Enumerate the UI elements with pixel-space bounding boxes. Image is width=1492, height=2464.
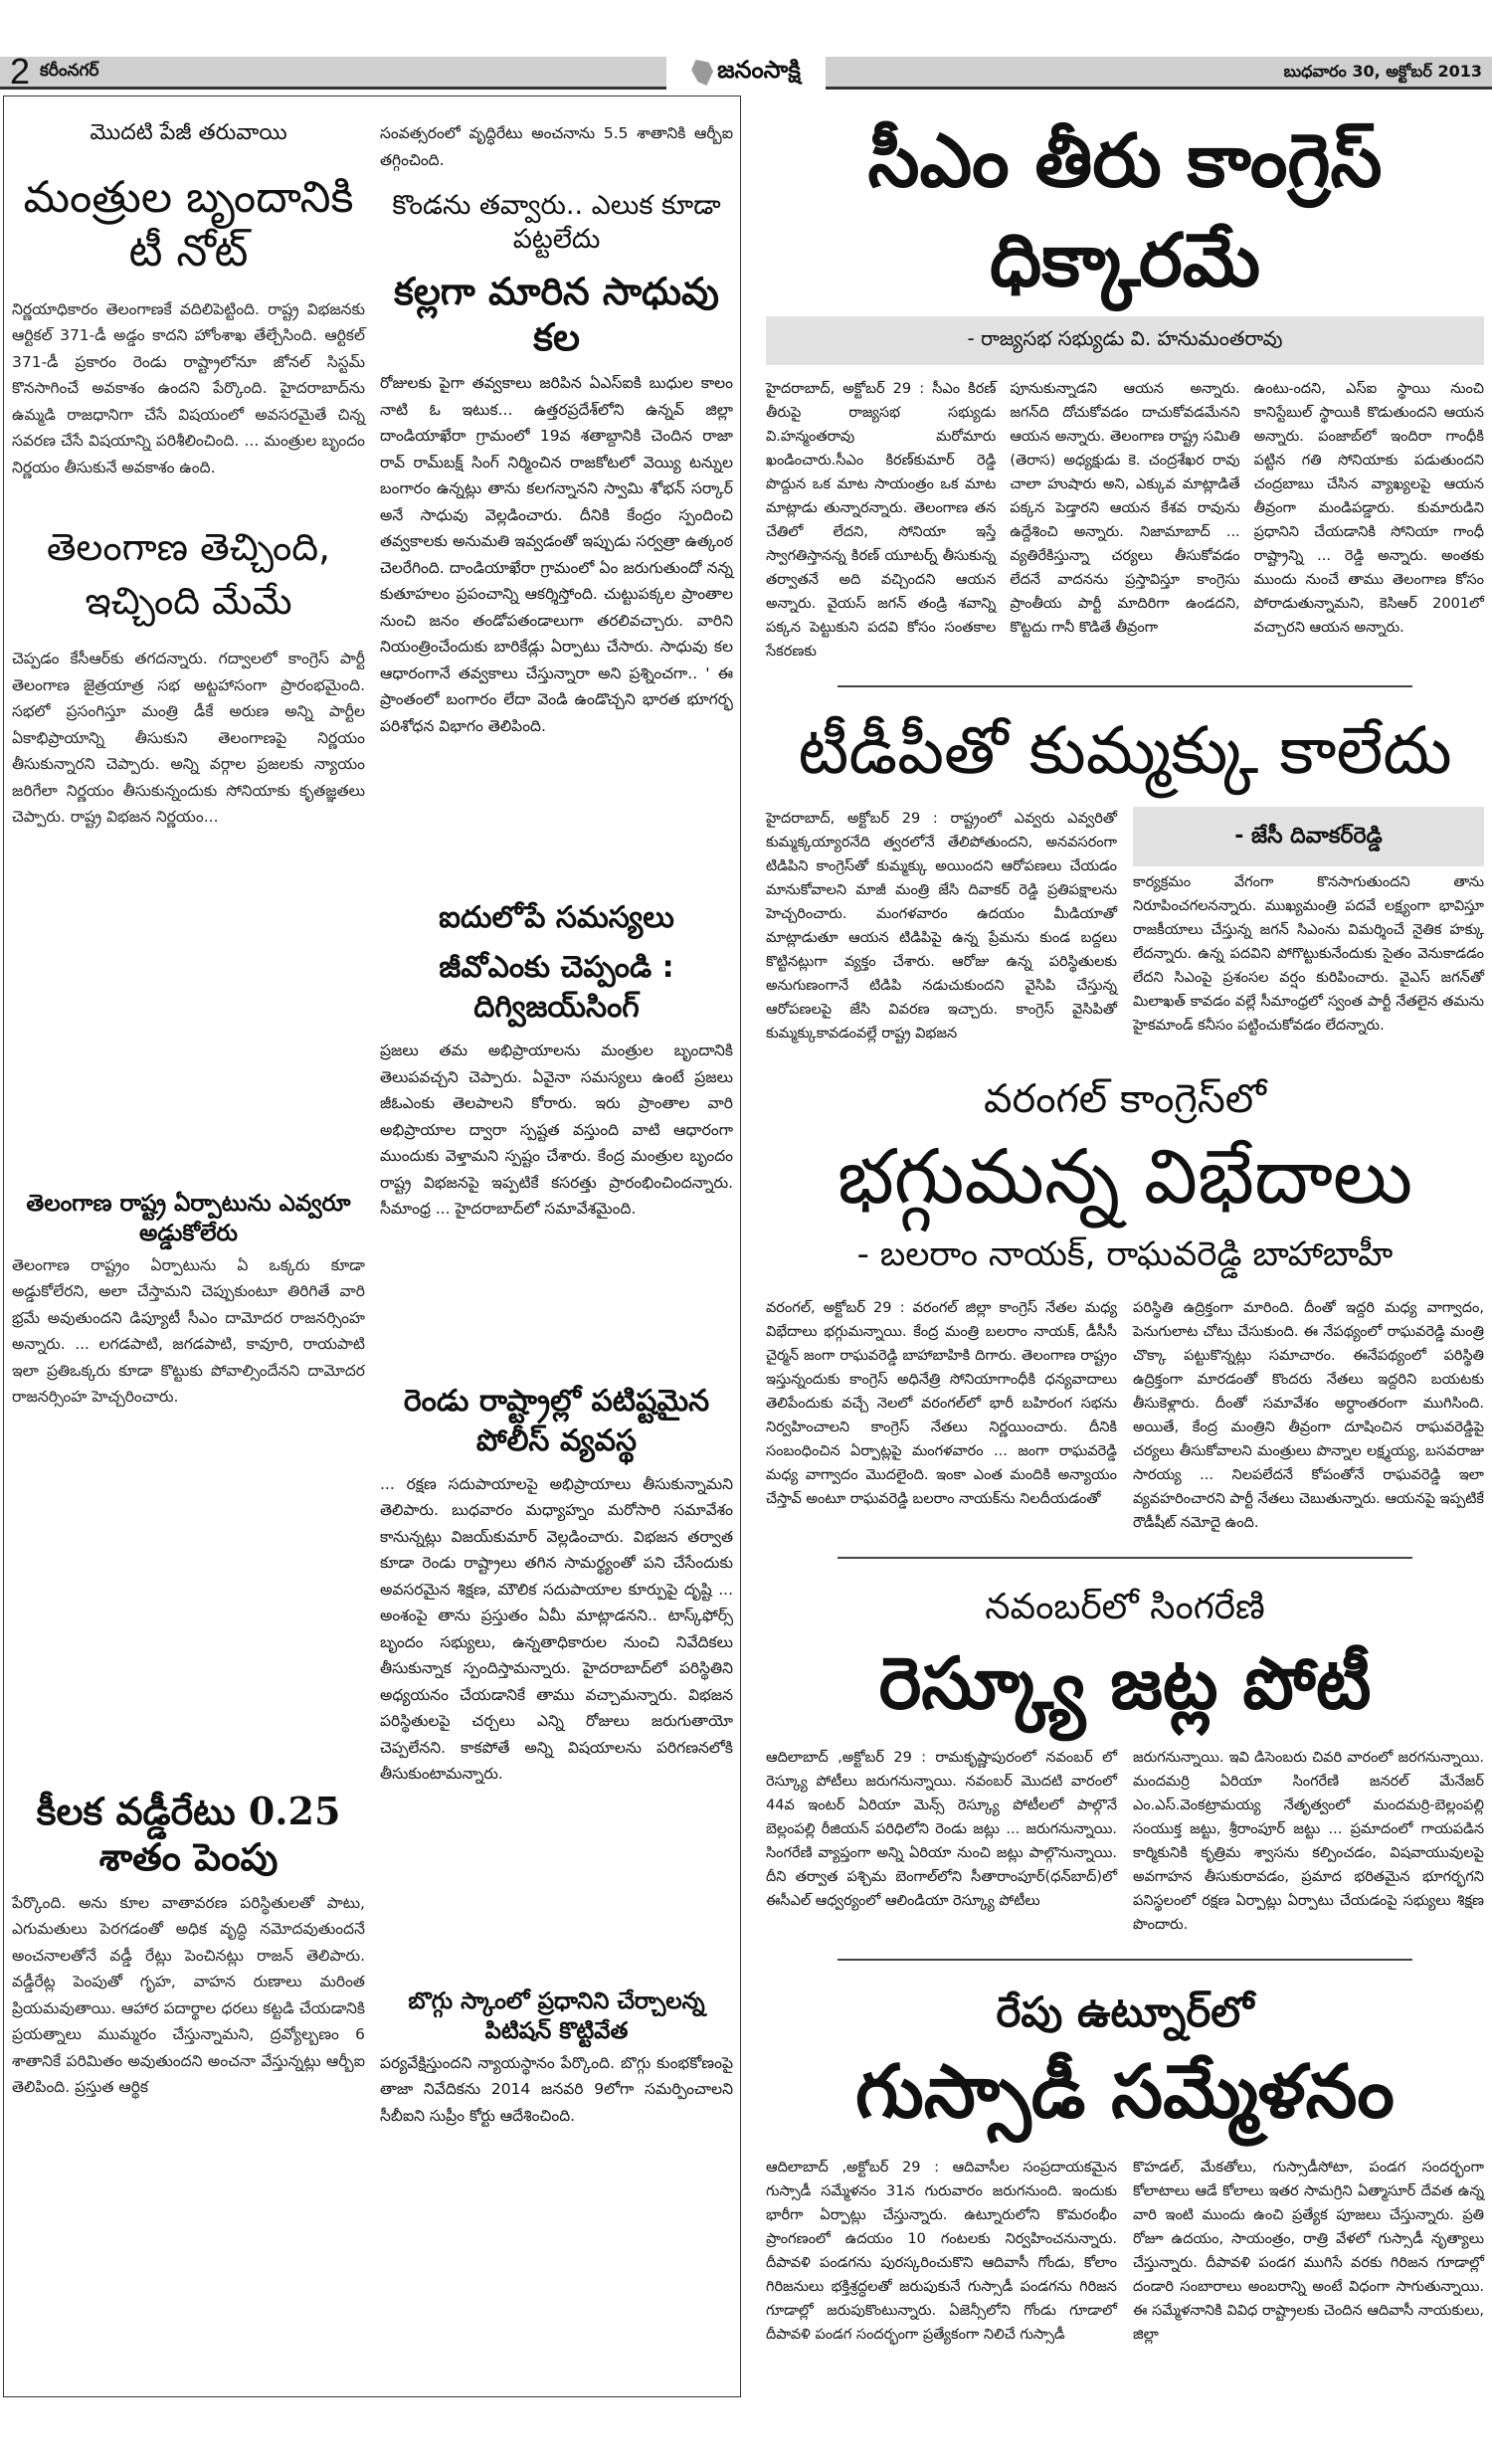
story-subheadline: తెలంగాణ రాష్ట్ర ఏర్పాటును ఎవ్వరూ అడ్డుకోలేరు <box>26 1190 351 1246</box>
story-body: సంవత్సరంలో వృద్ధిరేటు అంచనాను 5.5 శాతానికి ఆర్బీఐ తగ్గించింది. <box>380 124 733 169</box>
story-body: పరిస్థితి ఉద్రిక్తంగా మారింది. దీంతో ఇద్దరి మధ్య వాగ్వాదం, పెనుగులాట చోటు చేసుకుంది. ఈ నేపథ్యంలో రాఘవరెడ్డి మంత్రి చొక్కా పట్టుకొన్నట్లు సమాచారం. ఈనేపథ్యంలో పరిస్థితి ఉద్రిక్తంగా మారడంతో కొందరు నేతలు ఇద్దరిని బయటకు తీసుకెళ్లారు. దీంతో సమావేశం అర్ధాంతరంగా ముగిసింది. అయితే, కేంద్ర మంత్రిని తీవ్రంగా దూషించిన రాఘవరెడ్డిపై చర్యలు తీసుకోవాలని మంత్రులు పొన్నాల లక్ష్మయ్య, బసవరాజు సారయ్య ... నిలపలేదనే కోపంతోనే రాఘవరెడ్డి ఇలా వ్యవహరించారని పార్టీ నేతలు చెబుతున్నారు. ఆయనపై ఇప్పటికే రౌడీషీట్ నమోదై ఉంది. <box>1133 1300 1484 1531</box>
story-body: తెలంగాణ రాష్ట్రం ఏర్పాటును ఏ ఒక్కరు కూడా అడ్డుకోలేరని, అలా చేస్తామని చెప్పుకుంటూ తిరిగితే వారి భ్రమే అవుతుందని డిప్యూటీ సీఎం దామోదర రాజనర్సింహ అన్నారు. ... లగడపాటి, జగడపాటి, కావూరి, రాయపాటి ఇలా ప్రతిఒక్కరు కూడా కొట్టుకు పోవాల్సిందేనని దామోదర రాజనర్సింహ హెచ్చరించారు. <box>12 1255 365 1406</box>
story-headline: బొగ్గు స్కాంలో ప్రధానిని చేర్చాలన్న పిటిషన్ కొట్టివేత <box>408 1988 705 2044</box>
story-body: హైదరాబాద్, అక్టోబర్ 29 : రాష్ట్రంలో ఎవ్వరు ఎవ్వరితో కుమ్మక్కయ్యారనేది త్వరలోనే తేలిపోతుందని, అనవసరంగా టిడిపిని కాంగ్రెస్‌తో కుమ్మక్కు అయిందని ఆరోపణలు చేయడం మానుకోవాలని మాజీ మంత్రి జేసి దివాకర్ రెడ్డి ప్రతిపక్షాలను హెచ్చరించారు. మంగళవారం ఉదయం మీడియాతో మాట్లాడుతూ ఆయన టిడిపిపై ఉన్న ప్రేమను కుండ బద్దలు కొట్టినట్లుగా వ్యక్తం చేశారు. ఆరోజు ఉన్న పరిస్థితులకు అనుగుణంగానే టిడిపి నడుచుకుందని వైసిపి చేస్తున్న ఆరోపణలపై జేసి వివరణ ఇచ్చారు. కాంగ్రెస్ వైసిపితో కుమ్మక్కుకావడంవల్లే రాష్ట్ర విభజన <box>766 811 1117 1042</box>
story-headline: రెస్క్యూ జట్ల పోటీ <box>878 1641 1372 1725</box>
story-deck: కొండను తవ్వారు.. ఎలుక కూడా పట్టలేదు <box>392 190 721 255</box>
story-body: ... రక్షణ సదుపాయాలపై అభిప్రాయాలు తీసుకున్నామని తెలిపారు. బుధవారం మధ్యాహ్నం మరోసారి సమావేశం కానున్నట్లు విజయ్‌కుమార్ వెల్లడించారు. విభజన తర్వాత కూడా రెండు రాష్ట్రాలు తగిన సామర్థ్యంతో పని చేసేందుకు అవసరమైన శిక్షణ, మౌలిక సదుపాయాల కూర్పుపై దృష్టి ... అంశంపై తాను ప్రస్తుతం ఏమీ మాట్లాడనని.. టాస్క్‌ఫోర్స్ బృందం సభ్యులు, ఉన్నతాధికారుల నుంచి నివేదికలు తీసుకున్నాక స్పందిస్తామన్నారు. హైదరాబాద్‌లో పరిస్థితిని అధ్యయనం చేయడానికే తాము వచ్చామన్నారు. విభజన పరిస్థితులపై చర్చలు ఎన్ని రోజులు జరుగుతాయో చెప్పలేనని. కాకపోతే అన్ని విషయాలను పరిగణనలోకి తీసుకుంటామన్నారు. <box>380 1474 733 1783</box>
story-headline: తెలంగాణ తెచ్చింది, ఇచ్చింది మేమే <box>46 525 331 623</box>
story-headline: గుస్సాడీ సమ్మేళనం <box>855 2049 1395 2135</box>
story-body: ఆదిలాబాద్ ,అక్టోబర్ 29 : ఆదివాసీల సంప్రదాయకమైన గుస్సాడీ సమ్మేళనం 31న గురువారం జరుగనుంది. ఇందుకు భారీగా ఏర్పాట్లు చేస్తున్నారు. ఉట్నూరులోని కొమరంభీం ప్రాంగణంలో ఉదయం 10 గంటలకు నిర్వహించనున్నారు. దీపావళి పండగను పురస్కరించుకొని ఆదివాసీ గోండు, కోలాం గిరిజనులు భక్తిశ్రద్ధలతో జరుపుకునే గుస్సాడీ పండగను గిరిజన గూడాల్లో జరుపుకొంటున్నారు. ఏజెన్సీలోని గోండు గూడాలో దీపావళి పండగ సందర్భంగా ప్రత్యేకంగా నిలిచే గుస్సాడీ <box>766 2160 1117 2343</box>
story-body: ఆదిలాబాద్ ,అక్టోబర్ 29 : రామకృష్ణాపురంలో నవంబర్ లో రెస్క్యూ పోటీలు జరుగనున్నాయి. నవంబర్ మొదటి వారంలో 44వ ఇంటర్ ఏరియా మెన్స్ రెస్క్యూ పోటీలలో పాల్గొనే బెల్లంపల్లి రీజియన్ పరిధిలోని రెండు జట్లు ... జరుగనున్నాయి. సింగరేణి వ్యాప్తంగా అన్ని ఏరియా నుంచి జట్లు పాల్గొనున్నాయి. దీని తర్వాత పశ్చిమ బెంగాల్‌లోని సీతారాంపూర్(ధన్‌బాద్)లో ఈసీఎల్ ఆధ్వర్యంలో ఆలిండియా రెస్క్యూ పోటీలు <box>766 1750 1117 1909</box>
story-headline: జీవోఎంకు చెప్పండి : దిగ్విజయ్‌సింగ్ <box>439 950 674 1025</box>
continued-kicker: మొదటి పేజీ తరువాయి <box>90 120 287 145</box>
story-body: వరంగల్, అక్టోబర్ 29 : వరంగల్ జిల్లా కాంగ్రెస్ నేతల మధ్య విభేదాలు భగ్గుమన్నాయి. కేంద్ర మంత్రి బలరాం నాయక్, డీసీసీ చైర్మన్ జంగా రాఘవరెడ్డి బాహాబాహికి దిగారు. తెలంగాణ రాష్ట్రం ఇస్తున్నందుకు కాంగ్రెస్ అధినేత్రి సోనియాగాంధీకి ధన్యవాదాలు తెలిపేందుకు వచ్చే నెలలో వరంగల్‌లో భారీ బహిరంగ సభను నిర్వహించాలని కాంగ్రెస్ నేతలు నిర్ణయించారు. దీనికి సంబంధించిన ఏర్పాట్లపై మంగళవారం ... జంగా రాఘవరెడ్డి మధ్య వాగ్వాదం మొదలైంది. ఇంకా ఎంత మందికి అన్యాయం చేస్తావ్ అంటూ రాఘవరెడ్డి బలరాం నాయక్‌ను నిలదీయడంతో <box>766 1300 1117 1507</box>
story-body: జరుగనున్నాయి. ఇవి డిసెంబరు చివరి వారంలో జరగనున్నాయి. మందమర్రి ఏరియా సింగరేణి జనరల్ మేనేజర్ ఎం.ఎస్.వెంకట్రామయ్య నేతృత్వంలో మందమర్రి-బెల్లంపల్లి సంయుక్త జట్టు, శ్రీరాంపూర్ జట్టు ... ప్రమాదంలో గాయపడిన కార్మికునికి కృత్రిమ శ్వాసను కల్పించడం, విషవాయువులపై అవగాహన తీసుకురావడం, ప్రమాద భరితమైన భూగర్భగని పనిస్థలంలో రక్షణ ఏర్పాట్లు ఏర్పాటు చేయడంపై సభ్యులు శిక్షణ పొందారు. <box>1133 1750 1484 1933</box>
right-stories <box>766 95 1484 2347</box>
page-number: 2 <box>10 51 31 92</box>
story-headline: రెండు రాష్ట్రాల్లో పటిష్టమైన పోలీస్ వ్యవస్థ <box>403 1383 710 1458</box>
story-deck: రేపు ఉట్నూర్‌లో <box>996 1988 1254 2036</box>
section-divider <box>838 1557 1412 1559</box>
story-columns <box>766 377 1484 663</box>
story-columns <box>766 1296 1484 1535</box>
story-columns <box>766 807 1484 1045</box>
story-columns <box>766 1746 1484 1937</box>
story-deck: వరంగల్ కాంగ్రెస్‌లో <box>984 1076 1266 1122</box>
story-headline: టీడీపీతో కుమ్మక్కు కాలేదు <box>798 712 1452 789</box>
section-divider <box>838 1959 1412 1961</box>
story-body: పేర్కొంది. అను కూల వాతావరణ పరిస్థితులతో పాటు, ఎగుమతులు పెరగడంతో అధిక వృద్ధి నమోదవుతుందనే అంచనాలతోనే వడ్డీ రేట్లు పెంచినట్లు రాజన్ తెలిపారు. వడ్డీరేట్ల పెంపుతో గృహ, వాహన రుణాలు మరింత ప్రియమవుతాయి. ఆహార పదార్థాల ధరలు కట్టడి చేయడానికి ప్రయత్నాలు ముమ్మరం చేస్తున్నామని, ద్రవ్యోల్బణం 6 శాతానికే పరిమితం అవుతుందని అంచనా వేస్తున్నట్లు ఆర్బీఐ తెలిపింది. ప్రస్తుత ఆర్థిక <box>12 1893 365 2096</box>
story-byline: - జేసీ దివాకర్‌రెడ్డి <box>1133 807 1484 866</box>
story-columns <box>766 2156 1484 2347</box>
left-column-1 <box>12 96 365 2101</box>
story-headline: మంత్రుల బృందానికి టీ నోట్ <box>23 171 354 277</box>
story-headline: కీలక వడ్డీరేటు 0.25 శాతం పెంపు <box>36 1788 341 1879</box>
story-body: కొహడల్, మేకతోలు, గుస్సాడీసోటా, పండగ సందర్భంగా కోలాటాలు ఆడే కోలాలు ఇతర సామగ్రిని ఏత్మాసూర్ దేవత ఉన్న వారి ఇంటి ముందు ఉంచి ప్రత్యేక పూజలు చేస్తున్నారు. ప్రతి రోజూ ఉదయం, సాయంత్రం, రాత్రి వేళలో గుస్సాడీ నృత్యాలు చేస్తున్నారు. దీపావళి పండగ ముగిసే వరకు గిరిజన గూడాల్లో దండారి సంబారాలు అంబరాన్ని అంటే విధంగా సాగుతున్నాయి. ఈ సమ్మేళనానికి వివిధ రాష్ట్రాలకు చెందిన ఆదివాసీ నాయకులు, జిల్లా <box>1133 2160 1484 2343</box>
story-byline: - బలరాం నాయక్, రాఘవరెడ్డి బాహాబాహీ <box>856 1234 1394 1274</box>
lead-headline: సీఎం తీరు కాంగ్రెస్ ధిక్కారమే <box>867 118 1383 303</box>
story-body: పర్యవేక్షిస్తుందని న్యాయస్థానం పేర్కొంది. బొగ్గు కుంభకోణంపై తాజా నివేదికను 2014 జనవరి 9లోగా సమర్పించాలని సీబీఐని సుప్రీం కోర్టు ఆదేశించింది. <box>380 2053 733 2125</box>
story-headline: కల్లగా మారిన సాధువు కల <box>394 270 719 359</box>
story-body: నిర్ణయాధికారం తెలంగాణకే వదిలిపెట్టింది. రాష్ట్ర విభజనకు ఆర్టికల్ 371-డీ అడ్డం కాదని హోంశాఖ తేల్చేసింది. ఆర్టికల్ 371-డీ ప్రకారం రెండు రాష్ట్రాలోనూ జోనల్ సిస్టమ్ కొనసాగించే అవకాశం ఉందని పేర్కొంది. హైదరాబాద్‌ను ఉమ్మడి రాజధానిగా చేసే విషయంలో అవసరమైతే చిన్న సవరణ చేసే విషయాన్ని పరిశీలించింది. ... మంత్రుల బృందం నిర్ణయం తీసుకునే అవకాశం ఉంది. <box>12 299 365 476</box>
story-body: చెప్పడం కేసీఆర్‌కు తగదన్నారు. గద్వాలలో కాంగ్రెస్ పార్టీ తెలంగాణ జైత్రయాత్ర సభ అట్టహాసంగా ప్రారంభమైంది. సభలో ప్రసంగిస్తూ మంత్రి డీకే అరుణ అన్ని పార్టీల ఏకాభిప్రాయాన్ని తీసుకుని తెలంగాణపై నిర్ణయం తీసుకున్నారని చెప్పారు. అన్ని వర్గాల ప్రజలకు న్యాయం జరిగేలా నిర్ణయం తీసుకున్నందుకు సోనియాకు కృతజ్ఞతలు చెప్పారు. రాష్ట్ర విభజన నిర్ణయం... <box>12 650 365 826</box>
continued-stories-box <box>3 95 741 2397</box>
story-body: ఉంటు-ందని, ఎస్ఐ స్థాయి నుంచి కానిస్టేబుల్ స్థాయికి కొడుతుందని ఆయన అన్నారు. పంజాబ్‌లో ఇందిరా గాంధీకి పట్టిన గతి సోనియాకు పడుతుందని చంద్రబాబు చేసిన వ్యాఖ్యలపై ఆయన తీవ్రంగా మండిపడ్డారు. కుమారుడిని ప్రధానిని చేయడానికి సోనియా గాంధీ రాష్ట్రాన్ని ... రెడ్డి అన్నారు. అంతకు ముందు నుంచే తాము తెలంగాణ కోసం పోరాడుతున్నామని, కెసిఆర్ 2001లో వచ్చారని ఆయన అన్నారు. <box>1253 381 1484 636</box>
story-body: ప్రజలు తమ అభిప్రాయాలను మంత్రుల బృందానికి తెలుపవచ్చని చెప్పారు. ఏవైనా సమస్యలు ఉంటే ప్రజలు జీఓఎంకు తెలపాలని కోరారు. ఇరు ప్రాంతాల వారి అభిప్రాయాల ద్వారా స్పష్టత వస్తుంది వాటి ఆధారంగా ముందుకు వెళ్తామని స్పష్టం చేశారు. కేంద్ర మంత్రుల బృందం రాష్ట్ర విభజనపై ఇప్పటికే కసరత్తు ప్రారంభించిందన్నారు. సీమాంధ్ర ... హైదరాబాద్‌లో సమావేశమైంది. <box>380 1042 733 1218</box>
left-column-2 <box>380 96 733 2129</box>
masthead-bar-right <box>826 57 1492 90</box>
section-divider <box>838 685 1412 687</box>
story-deck: నవంబర్‌లో సింగరేణి <box>985 1587 1265 1627</box>
story-body: కార్యక్రమం వేగంగా కొనసాగుతుందని తాను నిరూపించగలనన్నారు. ముఖ్యమంత్రి పదవే లక్ష్యంగా భావిస్తూ రాజకీయాలు చేస్తున్న జగన్ సిఎంను విమర్శించే నైతిక హక్కు లేదన్నారు. ఉన్న పదవిని పోగొట్టుకునేందుకు సైతం వెనుకాడడం లేదని సిఎంపై ప్రశంసల వర్షం కురిపించారు. వైఎస్ జగన్‌తో మిలాఖత్ కావడం వల్లే సీమాంధ్రలో స్వంత పార్టీ నేతలైన తమను హైకమాండ్ కనీసం పట్టించుకోవడం లేదన్నారు. <box>1133 874 1484 1034</box>
story-body: రోజులకు పైగా తవ్వకాలు జరిపిన ఏఎస్ఐకి బుధుల కాలం నాటి ఓ ఇటుక... ఉత్తరప్రదేశ్‌లోని ఉన్నవ్ జిల్లా దాండియాఖేరా గ్రామంలో 19వ శతాబ్దానికి చెందిన రాజా రావ్ రామ్‌బక్ష్ సింగ్ నిర్మించిన రాజకోటలో వెయ్యి టన్నుల బంగారం ఉన్నట్లు తాను కలగన్నానని స్వామి శోభన్ సర్కార్ అనే సాధువు వెల్లడించారు. దీనికి కేంద్రం స్పందించి తవ్వకాలకు అనుమతి ఇవ్వడంతో ఇప్పుడు సర్వత్రా ఉత్కంఠ చెలరేగింది. దాండియాఖేరా గ్రామంలో ఏం జరుగుతుందో నన్న కుతూహలం ప్రపంచాన్ని ఆకర్శిస్తోంది. చుట్టుపక్కల ప్రాంతాల నుంచి జనం తండోపతండాలుగా తరలివచ్చారు. వారిని నియంత్రించేందుకు బారికేడ్లు ఏర్పాటు చేసారు. సాధువు కల ఆధారంగానే తవ్వకాలు చేస్తున్నారా అని ప్రశ్నించగా.. ' ఈ ప్రాంతంలో బంగారం లేదా వెండి ఉండొచ్చని భారత భూగర్భ పరిశోధన విభాగం తెలిపింది. <box>380 374 733 735</box>
story-deck: ఐదులోపే సమస్యలు <box>439 900 674 935</box>
issue-date: బుధవారం 30, అక్టోబర్ 2013 <box>1283 62 1482 81</box>
story-byline: - రాజ్యసభ సభ్యుడు వి. హనుమంతరావు <box>766 316 1484 365</box>
masthead-bar-left <box>0 51 666 92</box>
story-body: పూనుకున్నాడని ఆయన అన్నారు. జగన్‌ది దోచుకోవడం దాచుకోవడమేనని ఆయన అన్నారు. తెలంగాణ రాష్ట్ర సమితి (తెరాస) అధ్యక్షుడు కె. చంద్రశేఖర రావు చాలా హుషారు అని, ఎక్కువ మాట్లాడితే పక్కన పెడ్తారని ఆయన కేశవ రావును ఉద్దేశించి అన్నారు. నిజామాబాద్ ... వ్యతిరేకిస్తున్నా చర్యలు తీసుకోవడం లేదనే వాదనను ప్రస్తావిస్తూ కాంగ్రెసు ప్రాంతీయ పార్టీ మాదిరిగా ఉండదని, కొట్టదు గానీ కొడితే తీవ్రంగా <box>1010 381 1240 636</box>
masthead <box>0 51 1492 92</box>
logo-text: జనంసాక్షి <box>717 56 801 84</box>
story-headline: భగ్గుమన్న విభేదాలు <box>837 1132 1413 1221</box>
newspaper-logo <box>668 51 824 95</box>
section-name: కరీంనగర్ <box>40 61 99 81</box>
state-map-icon <box>691 60 713 86</box>
story-body: హైదరాబాద్, అక్టోబర్ 29 : సీఎం కిరణ్ తీరుపై రాజ్యసభ సభ్యుడు వి.హన్మంతరావు మరోమారు ఖండించారు.సీఎం కిరణ్‌కుమార్ రెడ్డి పొద్దున ఒక మాట సాయంత్రం ఒక మాట మాట్లాడు తున్నారన్నారు. తెలంగాణ తన చేతిలో లేదని, సోనియా ఇస్తే స్వాగతిస్తానన్న కిరణ్ యూటర్న్ తీసుకున్న తర్వాతనే అది వచ్చిందని ఆయన అన్నారు. వైయస్ జగన్ తండ్రి శవాన్ని పక్కన పెట్టుకుని పదవి కోసం సంతకాల సేకరణకు <box>766 381 997 660</box>
